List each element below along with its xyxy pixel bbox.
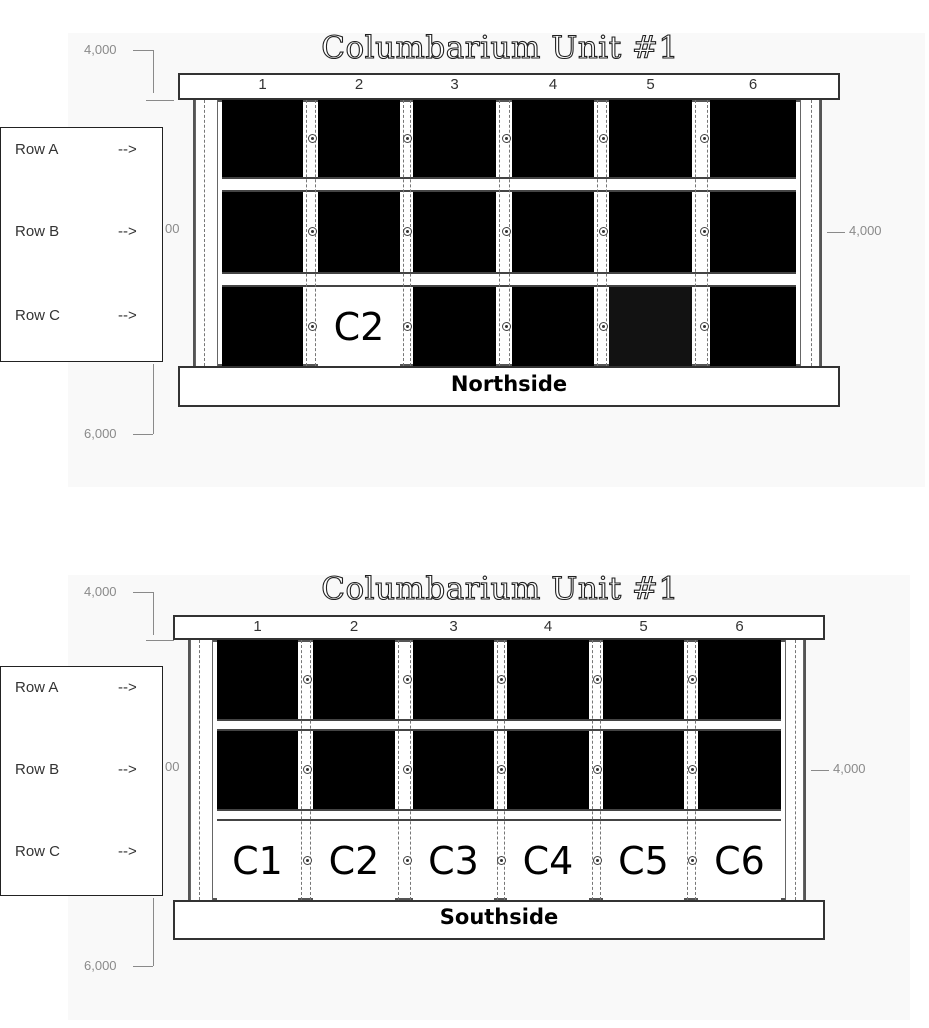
divider-dash [301, 640, 302, 900]
niche-knob-icon [497, 856, 506, 865]
niche-b2[interactable] [318, 192, 400, 272]
dimension-top: 4,000 [84, 584, 117, 599]
dimension-left-partial: 00 [165, 759, 180, 774]
dimension-right: 4,000 [833, 761, 866, 776]
legend-row-label: Row B [15, 223, 60, 240]
niche-knob-icon [502, 134, 511, 143]
niche-c4[interactable] [507, 821, 589, 900]
niche-knob-icon [688, 765, 697, 774]
column-number: 6 [735, 618, 744, 635]
legend-row-label: Row C [15, 307, 61, 324]
niche-knob-icon [403, 134, 412, 143]
legend-arrow-icon: --> [118, 223, 137, 240]
legend-arrow-icon: --> [118, 679, 137, 696]
dimension-top: 4,000 [84, 42, 117, 57]
dimension-right-leader [811, 770, 829, 771]
niche-b6[interactable] [698, 731, 781, 809]
niche-a2[interactable] [318, 100, 400, 177]
niche-b1[interactable] [222, 192, 303, 272]
niche-knob-icon [599, 322, 608, 331]
dimension-bottom-leader [133, 434, 153, 435]
column-number: 3 [450, 76, 459, 93]
dimension-top-ext [146, 640, 174, 641]
dimension-bottom: 6,000 [84, 958, 117, 973]
niche-b6[interactable] [710, 192, 796, 272]
niche-b5[interactable] [603, 731, 684, 809]
niche-knob-icon [303, 675, 312, 684]
niche-knob-icon [308, 227, 317, 236]
left-post-dash [204, 100, 205, 366]
niche-knob-icon [403, 856, 412, 865]
niche-label: C3 [428, 838, 479, 883]
unit-title: Columbarium Unit #1 [321, 571, 679, 607]
niche-knob-icon [502, 322, 511, 331]
niche-b5[interactable] [609, 192, 692, 272]
niche-knob-icon [308, 322, 317, 331]
niche-a1[interactable] [222, 100, 303, 177]
dimension-right-leader [827, 232, 845, 233]
niche-knob-icon [599, 227, 608, 236]
niche-knob-icon [688, 675, 697, 684]
niche-c6[interactable] [698, 821, 781, 900]
niche-label: C1 [232, 838, 283, 883]
left-post [195, 100, 218, 366]
niche-knob-icon [403, 765, 412, 774]
niche-label: C4 [522, 838, 574, 883]
niche-a6[interactable] [698, 640, 781, 719]
dimension-top-leader [133, 592, 153, 593]
niche-b4[interactable] [507, 731, 589, 809]
niche-a3[interactable] [413, 100, 496, 177]
legend-row-label: Row C [15, 843, 61, 860]
niche-label: C5 [618, 838, 669, 883]
niche-label: C2 [328, 838, 380, 883]
column-number: 4 [548, 76, 558, 93]
dimension-bottom-tick [153, 898, 154, 966]
niche-b3[interactable] [413, 192, 496, 272]
niche-c3[interactable] [413, 821, 494, 900]
dimension-top-leader [133, 50, 153, 51]
niche-a6[interactable] [710, 100, 796, 177]
niche-knob-icon [700, 227, 709, 236]
legend-row-label: Row A [15, 141, 59, 158]
niche-c1[interactable] [217, 821, 298, 900]
niche-a5[interactable] [603, 640, 684, 719]
niche-knob-icon [502, 227, 511, 236]
divider-dash [398, 640, 399, 900]
dimension-left-partial: 00 [165, 221, 180, 236]
niche-knob-icon [403, 227, 412, 236]
dimension-top-tick [153, 50, 154, 93]
niche-label: C6 [714, 838, 765, 883]
right-post-dash [795, 640, 796, 900]
niche-knob-icon [593, 856, 602, 865]
niche-c4[interactable] [512, 287, 594, 366]
divider-dash [695, 100, 696, 366]
divider-dash [306, 100, 307, 366]
niche-c1[interactable] [222, 287, 303, 366]
dimension-top-tick [153, 592, 154, 635]
columbarium-unit-south [0, 538, 929, 1028]
column-number: 4 [543, 618, 553, 635]
niche-c2[interactable] [318, 287, 400, 366]
niche-knob-icon [700, 134, 709, 143]
column-number: 1 [258, 76, 267, 93]
niche-knob-icon [593, 765, 602, 774]
niche-c3[interactable] [413, 287, 496, 366]
row-legend [0, 666, 163, 896]
column-number: 1 [253, 618, 262, 635]
niche-knob-icon [308, 134, 317, 143]
column-number: 5 [639, 618, 648, 635]
niche-a1[interactable] [217, 640, 298, 719]
column-number: 5 [646, 76, 655, 93]
niche-knob-icon [303, 765, 312, 774]
niche-a4[interactable] [512, 100, 594, 177]
columbarium-unit-north [0, 0, 929, 490]
niche-a3[interactable] [413, 640, 494, 719]
niche-b2[interactable] [313, 731, 395, 809]
niche-b3[interactable] [413, 731, 494, 809]
niche-c6[interactable] [710, 287, 796, 366]
niche-c5[interactable] [603, 821, 684, 900]
dimension-bottom-leader [133, 966, 153, 967]
legend-row-label: Row B [15, 761, 60, 778]
legend-arrow-icon: --> [118, 307, 137, 324]
side-label: Northside [450, 372, 568, 396]
column-number: 3 [449, 618, 458, 635]
niche-b1[interactable] [217, 731, 298, 809]
niche-knob-icon [700, 322, 709, 331]
column-number: 6 [748, 76, 758, 93]
right-post [800, 100, 820, 366]
niche-knob-icon [403, 322, 412, 331]
niche-label: C2 [333, 304, 385, 349]
unit-title: Columbarium Unit #1 [321, 30, 679, 66]
niche-knob-icon [688, 856, 697, 865]
dimension-bottom: 6,000 [84, 426, 117, 441]
niche-a2[interactable] [313, 640, 395, 719]
divider-dash [499, 100, 500, 366]
left-post [190, 640, 213, 900]
niche-knob-icon [497, 675, 506, 684]
dimension-bottom-tick [153, 364, 154, 434]
niche-b4[interactable] [512, 192, 594, 272]
left-post-dash [199, 640, 200, 900]
niche-knob-icon [303, 856, 312, 865]
legend-row-label: Row A [15, 679, 59, 696]
niche-knob-icon [403, 675, 412, 684]
niche-knob-icon [593, 675, 602, 684]
right-post-dash [811, 100, 812, 366]
niche-knob-icon [497, 765, 506, 774]
legend-arrow-icon: --> [118, 761, 137, 778]
legend-arrow-icon: --> [118, 843, 137, 860]
niche-c2[interactable] [313, 821, 395, 900]
column-number: 2 [354, 76, 364, 93]
column-number: 2 [349, 618, 359, 635]
dimension-top-ext [146, 100, 174, 101]
niche-a4[interactable] [507, 640, 589, 719]
side-label: Southside [439, 905, 559, 929]
niche-a5[interactable] [609, 100, 692, 177]
niche-c5[interactable] [609, 287, 692, 366]
legend-arrow-icon: --> [118, 141, 137, 158]
dimension-right: 4,000 [849, 223, 882, 238]
divider-dash [597, 100, 598, 366]
niche-knob-icon [599, 134, 608, 143]
row-legend [0, 127, 163, 362]
